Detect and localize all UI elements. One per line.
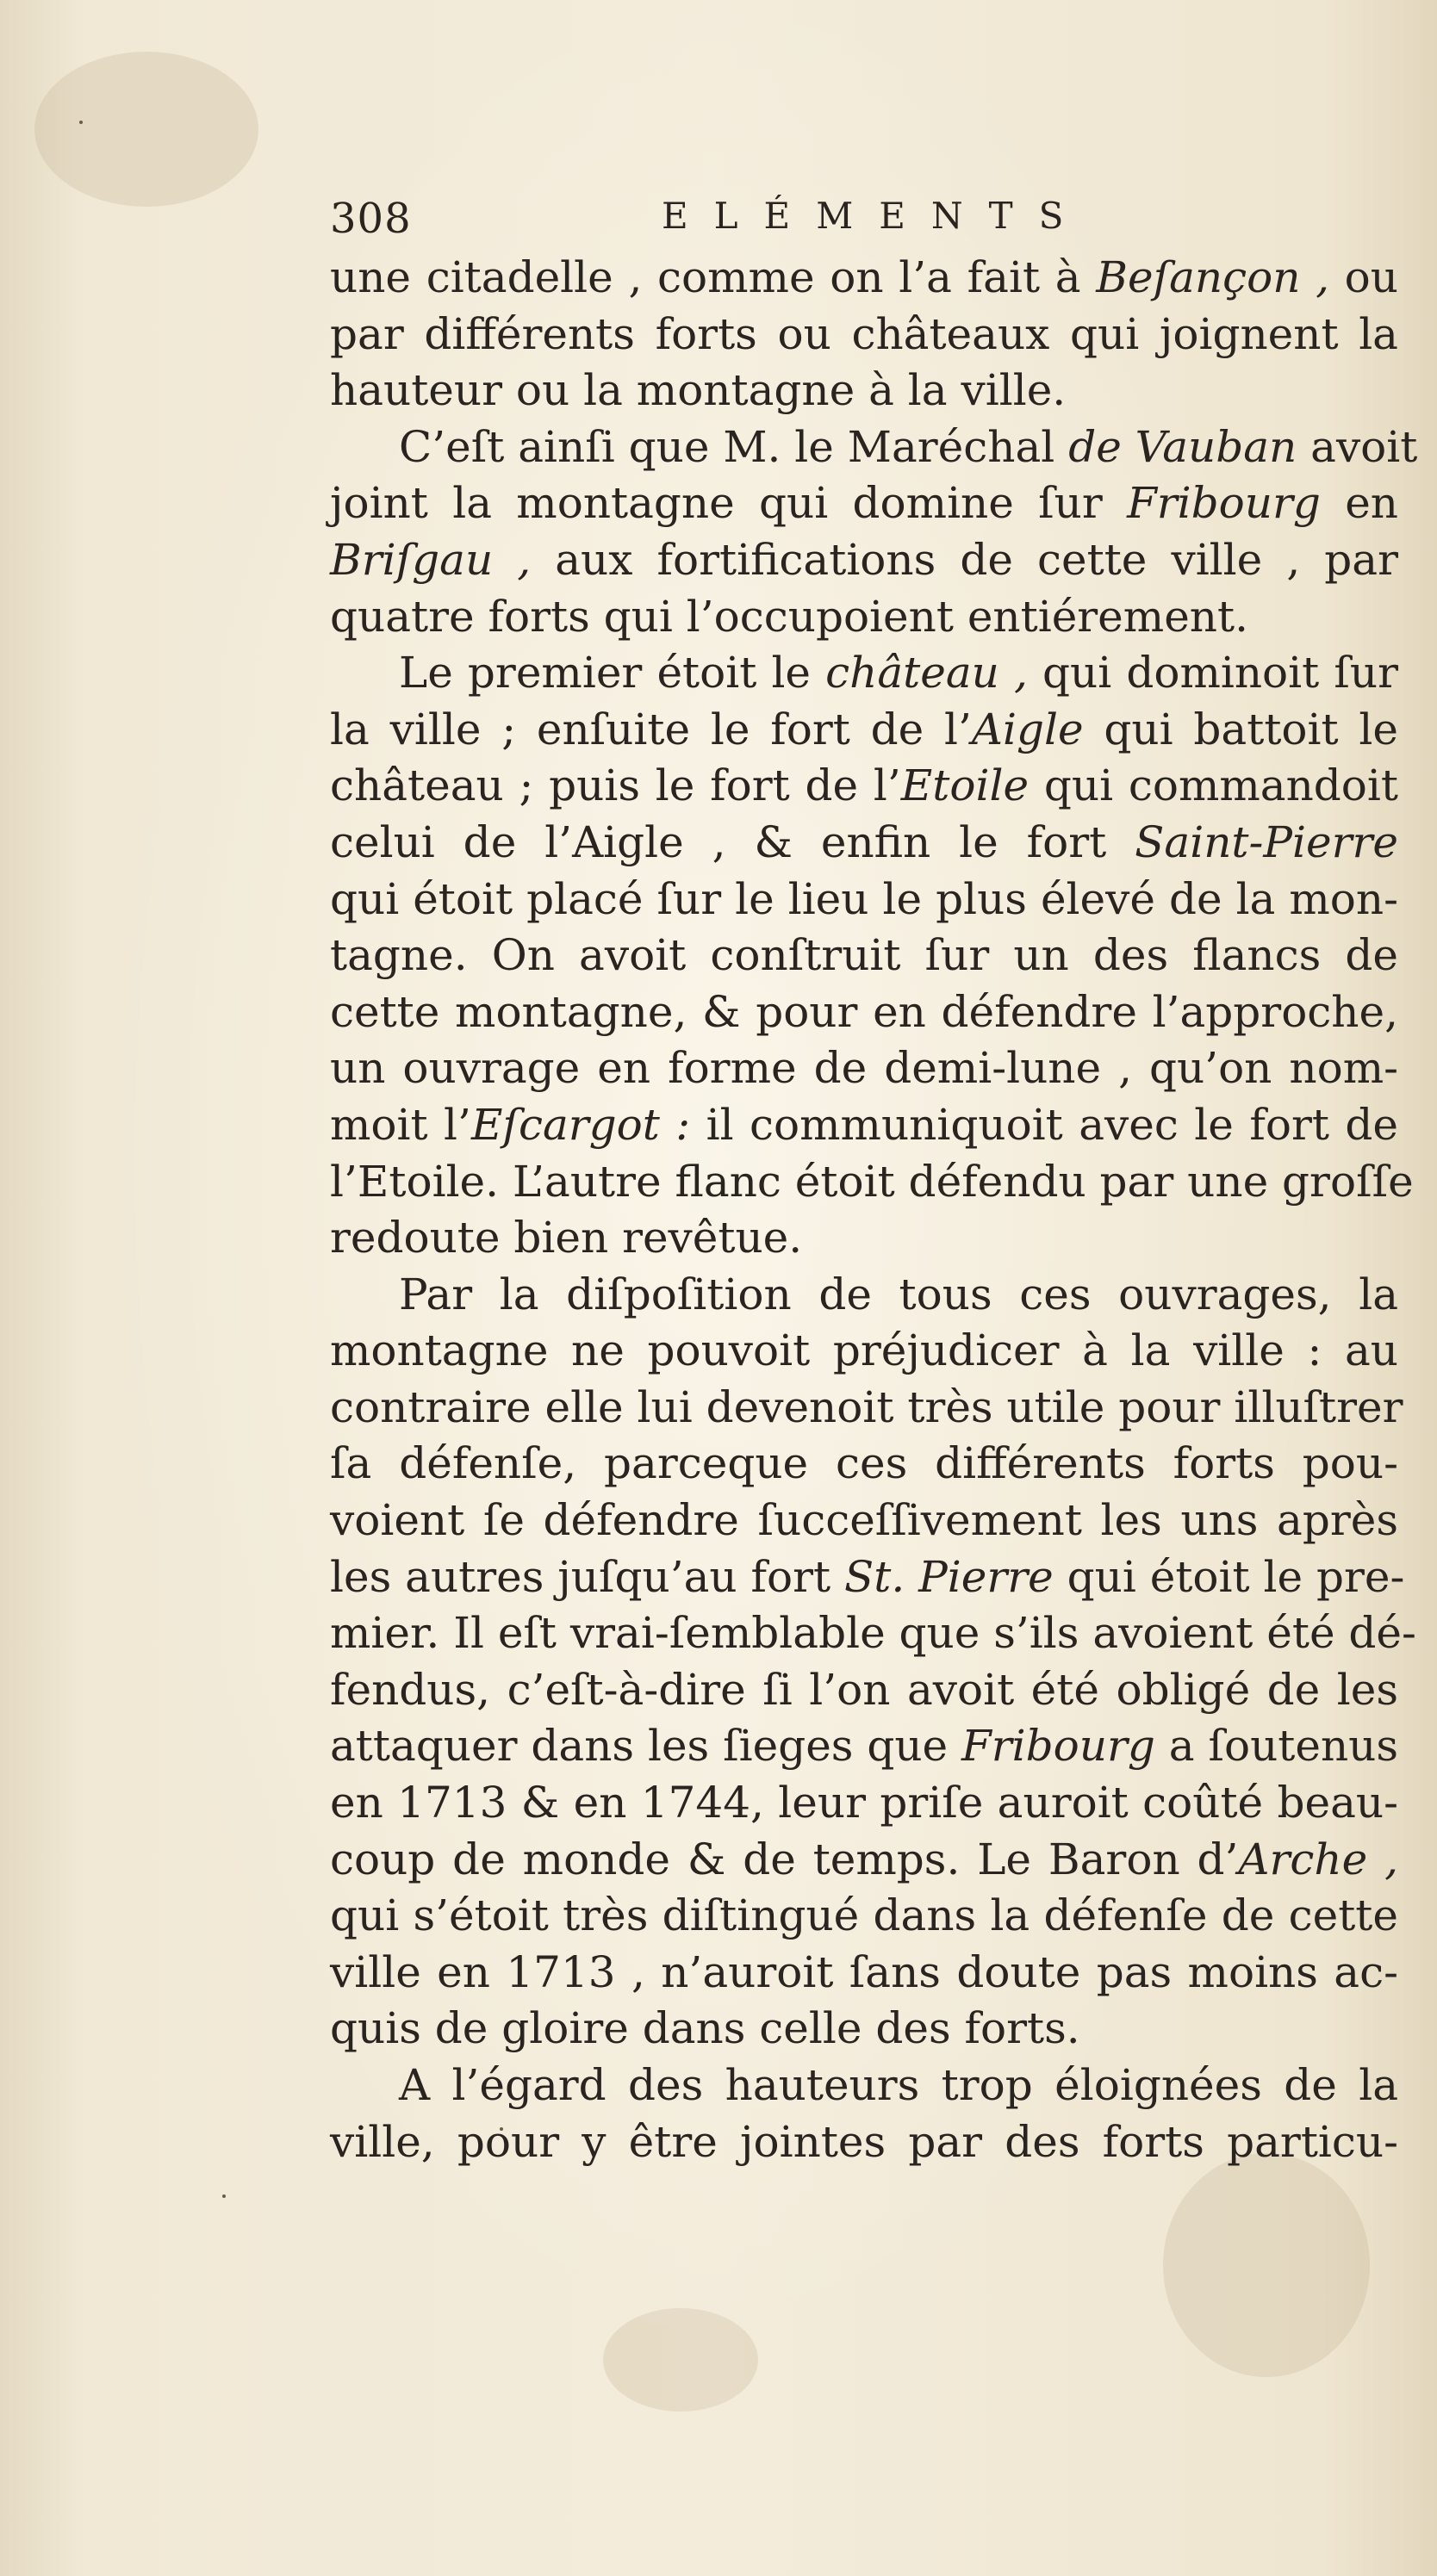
text-run: moit l’ — [330, 1099, 471, 1150]
text-run: en 1713 & en 1744, leur priſe auroit coûté beau- — [330, 1778, 1398, 1828]
text-run: qui dominoit ſur — [1027, 648, 1398, 698]
paper-stain — [34, 52, 258, 207]
text-line — [330, 702, 1398, 759]
text-line — [330, 1380, 1403, 1437]
italic-text: Eſcargot : — [470, 1099, 691, 1150]
text-line — [330, 1775, 1398, 1832]
text-run: un ouvrage en forme de demi-lune , qu’on nom- — [330, 1043, 1398, 1094]
text-run: tagne. On avoit conſtruit ſur un des flancs de — [330, 930, 1398, 981]
text-run: a ſoutenus — [1154, 1721, 1399, 1772]
text-line — [330, 1436, 1398, 1493]
text-run: redoute bien revêtue. — [330, 1213, 803, 1263]
paper-stain — [1163, 2153, 1370, 2377]
text-line — [330, 815, 1398, 872]
body-text — [330, 250, 1418, 2170]
text-run: une citadelle , comme on l’a fait à — [330, 252, 1097, 302]
text-line — [330, 419, 1418, 476]
text-line — [330, 1718, 1398, 1775]
text-run: il communiquoit avec le fort de — [690, 1099, 1398, 1150]
paper-stain — [603, 2308, 758, 2412]
text-run: aux fortifications de cette ville , par — [531, 534, 1398, 585]
text-line — [330, 1097, 1398, 1154]
text-line — [330, 1945, 1398, 2002]
text-run: qui commandoit — [1029, 760, 1398, 811]
text-line — [330, 1832, 1398, 1889]
running-header — [330, 189, 1090, 250]
text-line — [330, 1154, 1414, 1211]
text-line — [330, 1040, 1398, 1097]
text-run: en — [1320, 478, 1398, 529]
text-line — [330, 363, 1398, 419]
text-run: A l’égard des hauteurs trop éloignées de la — [399, 2060, 1398, 2110]
text-line — [330, 1888, 1398, 1945]
text-run: l’Etoile. L’autre flanc étoit défendu par une groſſe — [330, 1156, 1414, 1207]
text-run: contraire elle lui devenoit très utile pour illuſtrer — [330, 1381, 1403, 1432]
italic-text: Beſançon , — [1096, 252, 1329, 302]
text-line — [330, 1493, 1398, 1549]
page-number: 308 — [330, 195, 412, 243]
text-run: fendus, c’eſt-à-dire ſi l’on avoit été obligé de les — [330, 1664, 1398, 1715]
text-run: qui battoit le — [1083, 704, 1398, 754]
text-line — [330, 1323, 1398, 1380]
text-run: C’eſt ainſi que M. le Maréchal — [399, 421, 1069, 472]
text-line — [330, 2114, 1398, 2171]
text-run: ville, pour y être jointes par des forts particu- — [330, 2116, 1398, 2167]
text-line — [330, 307, 1398, 363]
text-line — [330, 1267, 1398, 1324]
italic-text: château , — [825, 648, 1028, 698]
text-line — [330, 2058, 1398, 2114]
text-line — [330, 2001, 1398, 2058]
text-run: qui étoit placé ſur le lieu le plus élevé de la mon- — [330, 873, 1398, 924]
italic-text: Aigle — [971, 704, 1084, 754]
running-title: ELÉMENTS — [662, 195, 1090, 237]
text-run: ville en 1713 , n’auroit ſans doute pas moins ac- — [330, 1946, 1398, 1997]
text-line — [330, 1605, 1416, 1662]
text-line — [330, 984, 1398, 1041]
text-run: les autres juſqu’au fort — [330, 1551, 844, 1602]
text-line — [330, 532, 1398, 589]
italic-text: Arche , — [1238, 1834, 1398, 1884]
text-line — [330, 928, 1398, 984]
text-run: qui étoit le pre- — [1053, 1551, 1405, 1602]
text-run: Le premier étoit le — [399, 648, 826, 698]
italic-text: Fribourg — [961, 1721, 1155, 1772]
italic-text: Saint-Pierre — [1135, 816, 1398, 867]
italic-text: Etoile — [900, 760, 1030, 811]
text-line — [330, 1210, 1398, 1267]
text-run: ou — [1328, 252, 1398, 302]
text-run: montagne ne pouvoit préjudicer à la ville : au — [330, 1325, 1398, 1376]
text-line — [330, 1549, 1405, 1606]
text-run: attaquer dans les ſieges que — [330, 1721, 962, 1772]
text-run: coup de monde & de temps. Le Baron d’ — [330, 1834, 1239, 1884]
text-run: la ville ; enſuite le fort de l’ — [330, 704, 972, 754]
text-run: Par la diſpoſition de tous ces ouvrages, la — [399, 1269, 1398, 1319]
italic-text: St. Pierre — [844, 1551, 1054, 1602]
text-line — [330, 250, 1398, 307]
text-line — [330, 589, 1398, 646]
text-run: hauteur ou la montagne à la ville. — [330, 365, 1067, 416]
text-run: joint la montagne qui domine ſur — [330, 478, 1128, 529]
text-run: mier. Il eſt vrai-ſemblable que s’ils avoient été dé- — [330, 1608, 1416, 1659]
ink-speck — [222, 2194, 226, 2198]
text-line — [330, 475, 1398, 532]
text-line — [330, 1662, 1398, 1719]
text-run: avoit — [1297, 421, 1418, 472]
text-line — [330, 872, 1398, 928]
text-run: celui de l’Aigle , & enfin le fort — [330, 816, 1135, 867]
italic-text: Briſgau , — [330, 534, 532, 585]
text-line — [330, 645, 1398, 702]
text-run: cette montagne, & pour en défendre l’approche, — [330, 986, 1398, 1037]
text-run: qui s’étoit très diſtingué dans la défenſe de cette — [330, 1890, 1398, 1941]
text-run: quatre forts qui l’occupoient entiérement. — [330, 591, 1248, 642]
italic-text: de Vauban — [1068, 421, 1297, 472]
text-run: par différents forts ou châteaux qui joignent la — [330, 308, 1398, 359]
text-run: voient ſe défendre ſucceſſivement les uns après — [330, 1495, 1398, 1546]
italic-text: Fribourg — [1127, 478, 1321, 529]
text-line — [330, 758, 1398, 815]
text-run: quis de gloire dans celle des forts. — [330, 2003, 1080, 2054]
text-run: château ; puis le fort de l’ — [330, 760, 901, 811]
text-run: ſa défenſe, parceque ces différents forts pou- — [330, 1438, 1398, 1489]
ink-speck — [79, 121, 83, 124]
